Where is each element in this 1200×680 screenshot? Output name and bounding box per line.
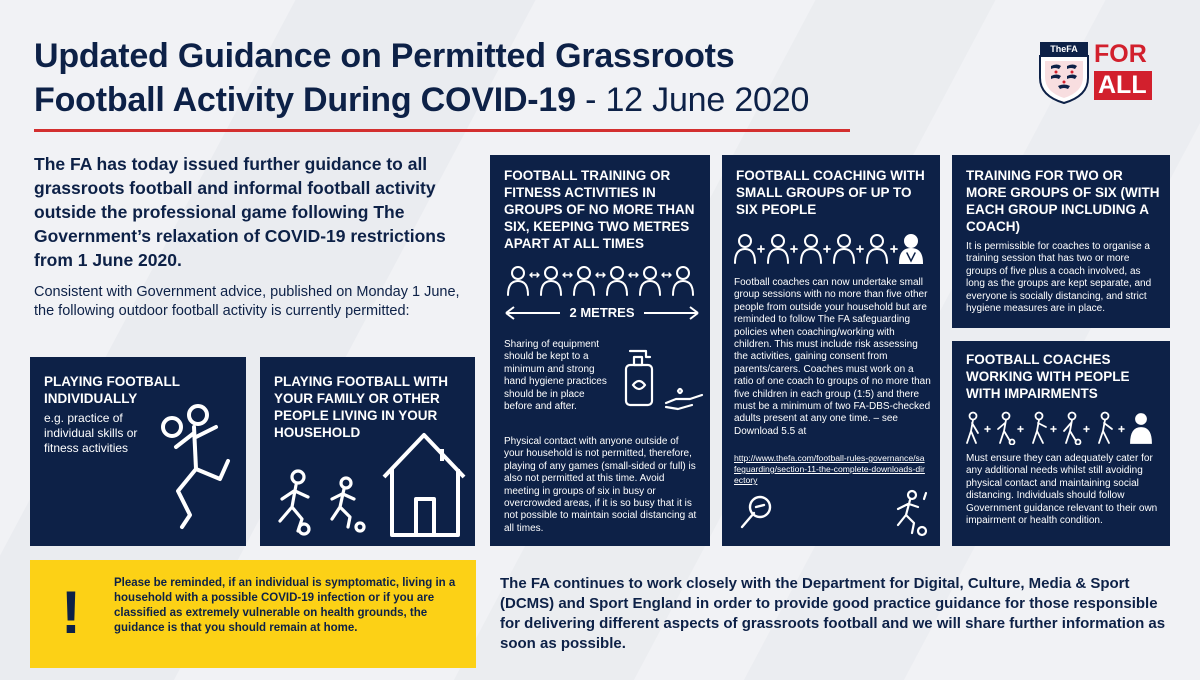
title-line-1: Updated Guidance on Permitted Grassroots <box>34 37 735 75</box>
panel-heading: PLAYING FOOTBALL INDIVIDUALLY <box>44 374 180 406</box>
people-distance-icon <box>506 263 696 297</box>
panel-playing-individually <box>30 357 246 546</box>
panel-text: e.g. practice of individual skills or fitness activities <box>44 411 138 455</box>
title-line-2 <box>34 78 809 122</box>
coaching-text: Football coaches can now undertake small group sessions with no more than five other people from outside your household but are reminded to follow The FA safeguarding policies when coaching/working with children. This must include risk assessing the activities, gaining consent from parents/carers. Coaches must work on a ratio of one coach to groups of no more than five children in each group (1:5) and there must be a minimum of two FA-DBS-checked adults present at any one time. – see Download 5.5 at <box>734 277 931 437</box>
panel-household <box>260 357 475 546</box>
panel-heading: FOOTBALL TRAINING OR FITNESS ACTIVITIES IN GROUPS OF NO MORE THAN SIX, KEEPING TWO METRES APART AT ALL TIMES <box>504 168 695 251</box>
warning-text: Please be reminded, if an individual is symptomatic, living in a household with a possible COVID-19 infection or if you are classified as extremely vulnerable on health grounds, the guidance is that you should remain at home. <box>114 577 456 634</box>
fa-text: TheFA <box>1050 44 1078 54</box>
intro-lead: The FA has today issued further guidance to all grassroots football and informal football activity outside the professional game following The Government’s relaxation of COVID-19 restrictions from 1 June 2020. <box>34 154 446 270</box>
fa-crest-icon <box>1036 42 1092 104</box>
contact-text: Physical contact with anyone outside of your household is not permitted, therefore, playing of any games (small-sided or full) is also not permitted at this time. Avoid meeting in groups of six in busy or overcrowded areas, if it is so busy that it is not possible to maintain social distancing at all times. <box>504 436 697 534</box>
panel-coaching-small-groups <box>722 155 940 546</box>
panel-text: It is permissible for coaches to organise a training session that has two or more groups of five plus a coach involved, as long as the groups are kept separate, and everyone is socially distancing, and strict hygiene measures are in place. <box>966 241 1152 315</box>
whistle-icon <box>736 493 776 533</box>
panel-impairments <box>952 341 1170 546</box>
downloads-link[interactable]: http://www.thefa.com/football-rules-governance/safeguarding/section-11-the-complete-downloads-directory <box>734 453 925 485</box>
panel-heading: PLAYING FOOTBALL WITH YOUR FAMILY OR OTHER PEOPLE LIVING IN YOUR HOUSEHOLD <box>274 374 448 440</box>
panel-two-or-more-groups <box>952 155 1170 328</box>
title-line-2-main: Football Activity During COVID-19 <box>34 81 576 119</box>
title-underline <box>34 129 850 132</box>
people-plus-icon <box>734 231 930 265</box>
panel-training-groups <box>490 155 710 546</box>
all-text: ALL <box>1094 71 1152 100</box>
impairment-players-icon <box>964 411 1160 445</box>
page-title <box>34 34 809 122</box>
house-icon <box>378 429 468 541</box>
title-date: - 12 June 2020 <box>575 81 810 119</box>
warning-box <box>30 560 476 668</box>
warning-icon: ! <box>61 579 81 646</box>
for-all-logo <box>1094 42 1156 100</box>
footer-statement: The FA continues to work closely with the Department for Digital, Culture, Media & Sport (DCMS) and Sport England in order to provide good practice guidance for those responsible for delivering different aspects of grassroots football and we will share further information as soon as possible. <box>500 575 1166 652</box>
footballer-kick-icon <box>150 397 240 537</box>
intro-consistent: Consistent with Government advice, published on Monday 1 June, the following outdoor football activity is currently permitted: <box>34 284 460 319</box>
family-players-icon <box>270 469 380 539</box>
hand-sanitizer-icon <box>620 345 704 415</box>
panel-text: Must ensure they can adequately cater for any additional needs whilst still avoiding physical contact and maintaining social distancing. Individuals should follow Government guidance relevant to their own impairment or health condition. <box>966 453 1158 527</box>
distance-label: 2 METRES <box>569 305 635 320</box>
panel-heading: FOOTBALL COACHING WITH SMALL GROUPS OF UP TO SIX PEOPLE <box>736 168 925 217</box>
panel-heading: TRAINING FOR TWO OR MORE GROUPS OF SIX (WITH EACH GROUP INCLUDING A COACH) <box>966 168 1160 234</box>
panel-heading: FOOTBALL COACHES WORKING WITH PEOPLE WITH IMPAIRMENTS <box>966 352 1130 401</box>
coach-player-icon <box>888 489 932 537</box>
equipment-text: Sharing of equipment should be kept to a minimum and strong hand hygiene practices should be in place before and after. <box>504 339 607 413</box>
distance-indicator <box>504 303 700 323</box>
for-text: FOR <box>1094 40 1147 68</box>
